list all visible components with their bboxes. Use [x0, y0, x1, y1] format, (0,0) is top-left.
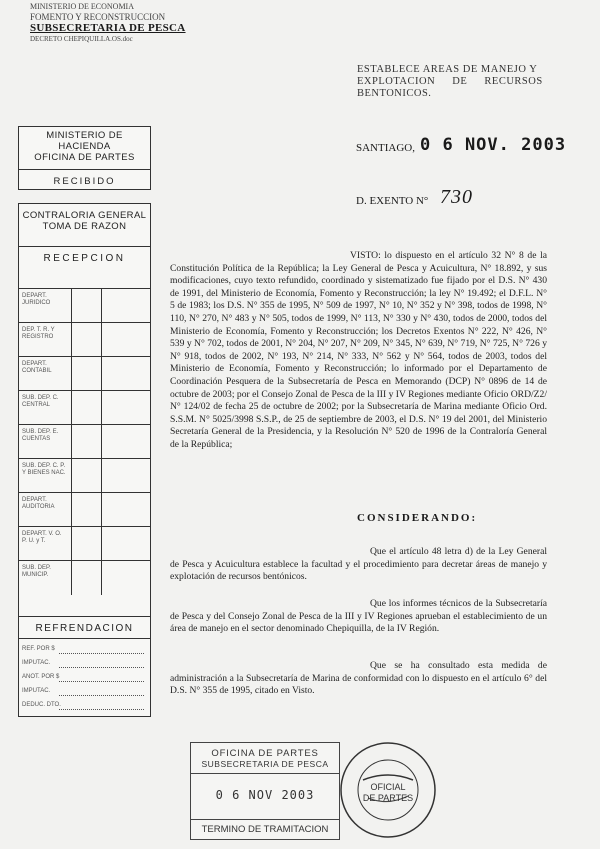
- recepcion-row: [19, 424, 150, 459]
- recepcion-row-label: SUB. DEP. C. P. Y BIENES NAC.: [22, 463, 66, 476]
- contraloria-line-1: CONTRALORIA GENERAL: [22, 210, 147, 221]
- recepcion-row: [19, 288, 150, 323]
- hacienda-receipt-box: [18, 126, 151, 190]
- refrendacion-label: REFRENDACION: [35, 623, 134, 634]
- contraloria-line-2: TOMA DE RAZON: [42, 221, 127, 232]
- letterhead-fomento: FOMENTO Y RECONSTRUCCION: [30, 12, 166, 22]
- recepcion-row: [19, 560, 150, 595]
- title-line-1: ESTABLECE AREAS DE MANEJO Y: [357, 64, 538, 75]
- oficina-partes-stamp: [190, 742, 340, 840]
- refrendacion-row: [19, 697, 150, 715]
- refrendacion-row-label: ANOT. POR $: [22, 674, 60, 680]
- letterhead-ministry: MINISTERIO DE ECONOMIA: [30, 2, 134, 11]
- stamp-line-2: SUBSECRETARIA DE PESCA: [191, 759, 339, 774]
- recepcion-row-label: SUB. DEP. C. CENTRAL: [22, 395, 59, 408]
- stamp-date: 0 6 NOV 2003: [215, 788, 315, 802]
- seal-center-1: OFICIAL: [370, 782, 406, 792]
- recepcion-row-label: DEPART. CONTABIL: [22, 361, 52, 374]
- refrendacion-row-label: IMPUTAC.: [22, 660, 51, 666]
- hacienda-line-2: OFICINA DE PARTES: [34, 152, 135, 163]
- recepcion-row: [19, 390, 150, 425]
- recepcion-row-label: SUB. DEP. MUNICIP.: [22, 565, 51, 578]
- hacienda-line-1: MINISTERIO DE HACIENDA: [46, 130, 123, 152]
- considerando-paragraph-2: Que los informes técnicos de la Subsecretaría de Pesca y del Consejo Zonal de Pesca de la III y IV Regiones aprueban el establecimiento de un área de manejo en el sector denominado Chepiquilla, de la IV Región.: [170, 598, 547, 635]
- decree-label: D. EXENTO N°: [356, 195, 429, 207]
- visto-text: VISTO: lo dispuesto en el artículo 32 N° 8 de la Constitución Política de la República; la Ley General de Pesca y Acuicultura, N° 18.892, y sus modificaciones, cuyo texto refundido, coordinado y sistematizado fue fijado por el D.S. N° 430 de 1991, del Ministerio de Economía, Fomento y Reconstrucción; la ley N° 19.492; el D.F.L. N° 5 de 1983; los D.S. N° 355 de 1995, N° 509 de 1997, N° 10, N° 352 y N° 398, todos de 1998, N° 110, N° 270, N° 483 y N° 505, todos de 1999, N° 113, N° 330 y N° 430, todos de 2000, todos del Ministerio de Economía, Fomento y Reconstrucción; los Decretos Exentos N° 222, N° 426, N° 539 y N° 702, todos de 2001, N° 204, N° 207, N° 209, N° 345, N° 639, N° 719, N° 725, N° 726 y N° 918, todos de 2002, N° 193, N° 214, N° 333, N° 562 y N° 564, todos de 2003, todos del Ministerio de Economía, Fomento y Reconstrucción; lo informado por el Departamento de Coordinación Pesquera de la Subsecretaría de Pesca en Memorando (DCP) N° 0896 de 14 de octubre de 2003; por el Consejo Zonal de Pesca de la III y IV Regiones mediante Oficio ORD/Z2/ N° 124/02 de fecha 25 de octubre de 2002; por la Subsecretaría de Marina mediante Oficio Ord. S.S.M. N° 5025/3998 S.S.P., de 25 de septiembre de 2003, el D.S. N° 19 del 2001, del Ministerio Secretaría General de la Presidencia, y la Resolución N° 520 de 1996 de la Contraloría General de la República;: [170, 250, 547, 450]
- recepcion-row-label: DEPART. JURIDICO: [22, 293, 51, 306]
- seal-center-2: DE PARTES: [362, 793, 414, 803]
- refrendacion-row-label: IMPUTAC.: [22, 688, 51, 694]
- place-label: SANTIAGO,: [356, 142, 415, 154]
- official-seal: [338, 740, 438, 840]
- considerando-heading: CONSIDERANDO:: [357, 512, 478, 524]
- visto-paragraph: [170, 250, 547, 452]
- recepcion-row-label: DEPART. AUDITORIA: [22, 497, 55, 510]
- recepcion-row: [19, 356, 150, 391]
- recepcion-row: [19, 492, 150, 527]
- considerando-paragraph-1: Que el artículo 48 letra d) de la Ley General de Pesca y Acuicultura establece la facultad y el procedimiento para decretar áreas de manejo y explotación de recursos bentónicos.: [170, 546, 547, 583]
- letterhead: [30, 2, 200, 44]
- recepcion-label: RECEPCION: [43, 253, 126, 264]
- refrendacion-row-label: DEDUC. DTO.: [22, 702, 61, 708]
- recepcion-row: [19, 322, 150, 357]
- recepcion-row-label: DEPART. V. O. P. U. y T.: [22, 531, 62, 544]
- considerando-paragraph-3: Que se ha consultado esta medida de administración a la Subsecretaría de Marina de conformidad con lo dispuesto en el artículo 6° del D.S. N° 355 de 1995, citado en Visto.: [170, 660, 547, 697]
- recepcion-row-label: SUB. DEP. E. CUENTAS: [22, 429, 59, 442]
- recepcion-row: [19, 526, 150, 561]
- refrendacion-row-label: REF. POR $: [22, 646, 55, 652]
- title-line-2: EXPLOTACION DE RECURSOS: [357, 76, 543, 87]
- recepcion-row-label: DEP. T. R. Y REGISTRO: [22, 327, 55, 340]
- decree-number: 730: [440, 186, 473, 208]
- hacienda-status: RECIBIDO: [53, 176, 116, 187]
- letterhead-subsecretaria: SUBSECRETARIA DE PESCA: [30, 22, 186, 34]
- date-stamp: 0 6 NOV. 2003: [420, 135, 567, 155]
- stamp-footer: TERMINO DE TRAMITACION: [191, 819, 339, 835]
- letterhead-decree-ref: DECRETO CHEPIQUILLA.OS.doc: [30, 35, 133, 43]
- recepcion-row: [19, 458, 150, 493]
- stamp-line-1: OFICINA DE PARTES: [211, 748, 319, 759]
- title-line-3: BENTONICOS.: [357, 88, 432, 99]
- contraloria-box: [18, 203, 151, 717]
- document-title: [357, 64, 552, 100]
